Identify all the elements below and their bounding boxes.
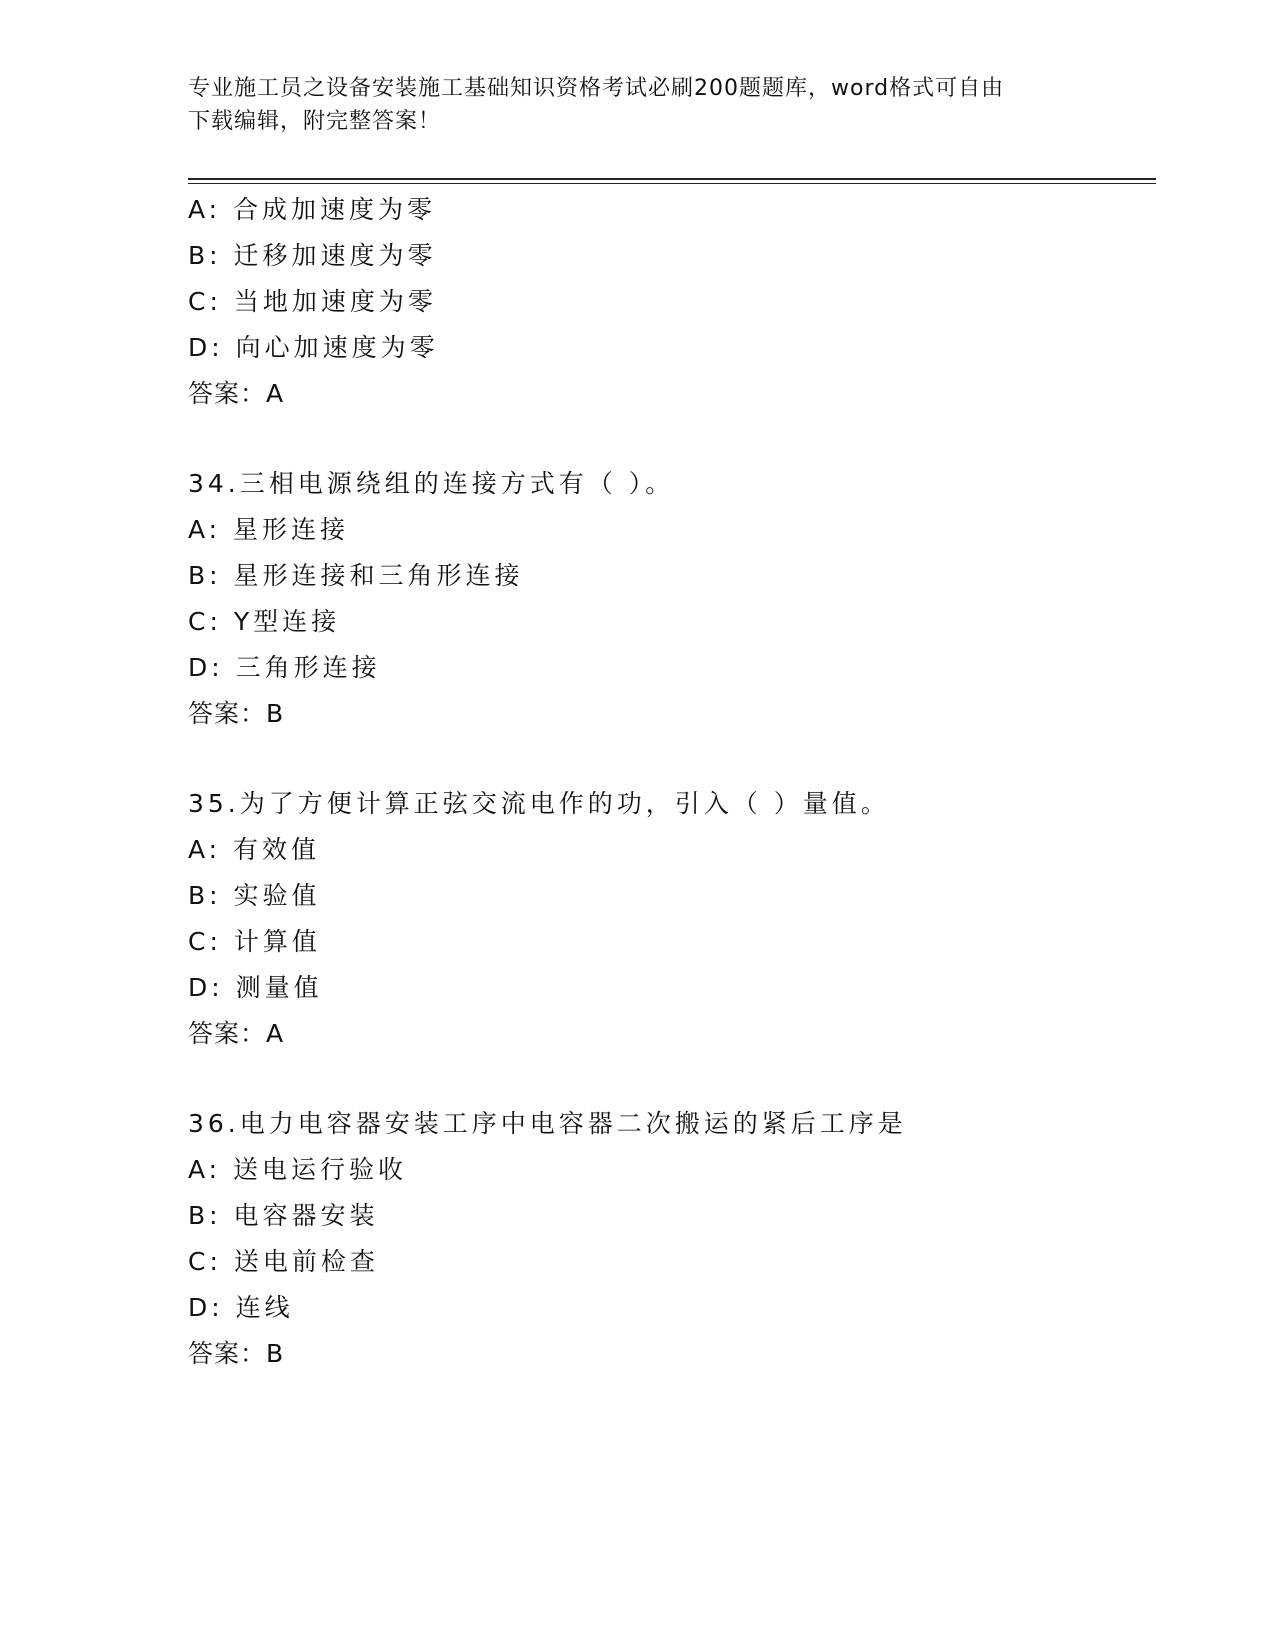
document-header [188, 72, 1088, 138]
answer: 答案：A [188, 379, 285, 408]
option-a: A: 星形连接 [188, 515, 350, 544]
answer: 答案：B [188, 1339, 285, 1368]
header-title-line1: 专业施工员之设备安装施工基础知识资格考试必刷200题题库，word格式可自由 [188, 76, 1005, 101]
question-34-block [188, 461, 1156, 737]
option-b: B: 实验值 [188, 881, 321, 910]
question-text: 35.为了方便计算正弦交流电作的功，引入（ ）量值。 [188, 789, 890, 818]
answer: 答案：B [188, 699, 285, 728]
question-text: 36.电力电容器安装工序中电容器二次搬运的紧后工序是 [188, 1109, 907, 1138]
option-c: C: 计算值 [188, 927, 321, 956]
header-title-line2: 下载编辑，附完整答案！ [188, 109, 442, 134]
option-b: B: 迁移加速度为零 [188, 241, 437, 270]
header-divider-thin [188, 183, 1156, 184]
option-c: C: 当地加速度为零 [188, 287, 437, 316]
option-a: A: 有效值 [188, 835, 321, 864]
header-divider-thick [188, 178, 1156, 180]
question-text: 34.三相电源绕组的连接方式有（ ）。 [188, 469, 675, 498]
option-d: D: 连线 [188, 1293, 294, 1322]
option-c: C: Y型连接 [188, 607, 341, 636]
option-a: A: 合成加速度为零 [188, 195, 437, 224]
question-36-block [188, 1101, 1156, 1377]
question-33-block [188, 187, 1156, 417]
option-d: D: 三角形连接 [188, 653, 381, 682]
answer: 答案：A [188, 1019, 285, 1048]
option-a: A: 送电运行验收 [188, 1155, 408, 1184]
question-list [188, 187, 1156, 1377]
option-c: C: 送电前检查 [188, 1247, 379, 1276]
option-d: D: 测量值 [188, 973, 323, 1002]
question-35-block [188, 781, 1156, 1057]
option-b: B: 星形连接和三角形连接 [188, 561, 524, 590]
option-d: D: 向心加速度为零 [188, 333, 439, 362]
option-b: B: 电容器安装 [188, 1201, 379, 1230]
